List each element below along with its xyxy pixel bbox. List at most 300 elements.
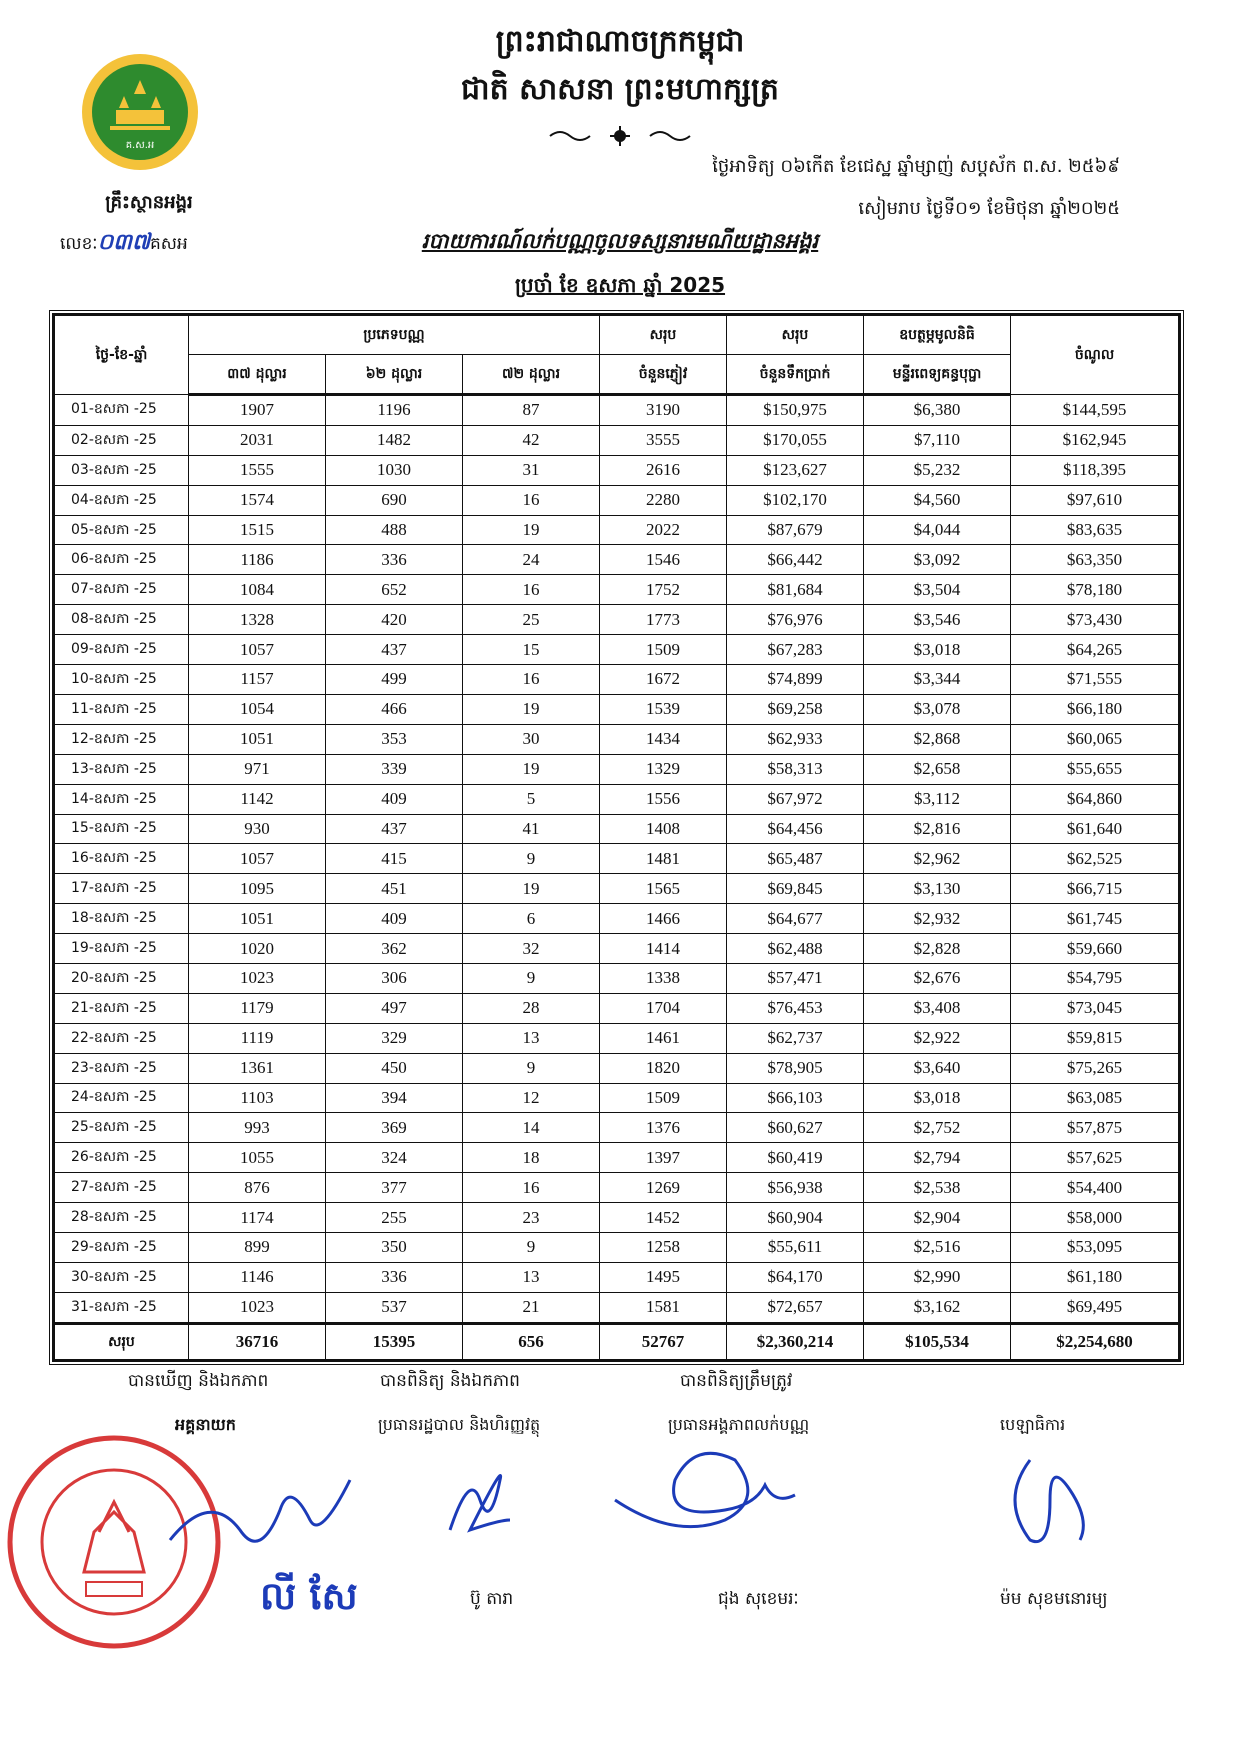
cell-37: 1574 bbox=[189, 485, 326, 515]
cell-62: 394 bbox=[326, 1083, 463, 1113]
cell-62: 537 bbox=[326, 1292, 463, 1323]
cell-visitors: 1461 bbox=[600, 1023, 727, 1053]
table-row bbox=[54, 963, 1180, 993]
cell-visitors: 1269 bbox=[600, 1173, 727, 1203]
cell-visitors: 1581 bbox=[600, 1292, 727, 1323]
cell-amount: $81,684 bbox=[727, 575, 864, 605]
cell-fund: $2,538 bbox=[864, 1173, 1011, 1203]
cell-72: 9 bbox=[463, 963, 600, 993]
cell-visitors: 1397 bbox=[600, 1143, 727, 1173]
cell-revenue: $53,095 bbox=[1011, 1232, 1180, 1262]
row-date: 20-ឧសភា -25 bbox=[54, 963, 189, 993]
cell-amount: $60,419 bbox=[727, 1143, 864, 1173]
cell-amount: $170,055 bbox=[727, 425, 864, 455]
cell-fund: $3,640 bbox=[864, 1053, 1011, 1083]
row-date: 09-ឧសភា -25 bbox=[54, 635, 189, 665]
cell-visitors: 1752 bbox=[600, 575, 727, 605]
cell-37: 1020 bbox=[189, 934, 326, 964]
cell-62: 1196 bbox=[326, 395, 463, 426]
cell-62: 499 bbox=[326, 665, 463, 695]
ref-suffix: គសអ bbox=[149, 234, 188, 254]
cell-62: 652 bbox=[326, 575, 463, 605]
col-header-revenue: ចំណូល bbox=[1011, 315, 1180, 395]
cell-visitors: 1258 bbox=[600, 1232, 727, 1262]
cell-72: 24 bbox=[463, 545, 600, 575]
cell-37: 1328 bbox=[189, 605, 326, 635]
cell-revenue: $75,265 bbox=[1011, 1053, 1180, 1083]
cell-37: 1084 bbox=[189, 575, 326, 605]
cell-revenue: $162,945 bbox=[1011, 425, 1180, 455]
cell-62: 409 bbox=[326, 784, 463, 814]
col-header-amount-2: ចំនួនទឹកប្រាក់ bbox=[727, 355, 864, 395]
cell-amount: $58,313 bbox=[727, 754, 864, 784]
row-date: 15-ឧសភា -25 bbox=[54, 814, 189, 844]
cell-fund: $7,110 bbox=[864, 425, 1011, 455]
cell-62: 488 bbox=[326, 515, 463, 545]
cell-fund: $2,962 bbox=[864, 844, 1011, 874]
cell-62: 362 bbox=[326, 934, 463, 964]
cell-visitors: 1672 bbox=[600, 665, 727, 695]
cell-37: 899 bbox=[189, 1232, 326, 1262]
cell-37: 1023 bbox=[189, 963, 326, 993]
col-header-visitors-1: សរុប bbox=[600, 315, 727, 355]
cell-amount: $55,611 bbox=[727, 1232, 864, 1262]
cell-fund: $3,078 bbox=[864, 694, 1011, 724]
table-row bbox=[54, 635, 1180, 665]
cell-fund: $2,516 bbox=[864, 1232, 1011, 1262]
cell-amount: $64,170 bbox=[727, 1262, 864, 1292]
cell-62: 415 bbox=[326, 844, 463, 874]
col-header-fund-1: ឧបត្ថម្ភមូលនិធិ bbox=[864, 315, 1011, 355]
cell-amount: $69,845 bbox=[727, 874, 864, 904]
row-date: 08-ឧសភា -25 bbox=[54, 605, 189, 635]
cell-37: 1051 bbox=[189, 904, 326, 934]
cell-72: 9 bbox=[463, 844, 600, 874]
cell-revenue: $64,265 bbox=[1011, 635, 1180, 665]
cell-72: 9 bbox=[463, 1053, 600, 1083]
table-row bbox=[54, 844, 1180, 874]
cell-amount: $62,933 bbox=[727, 724, 864, 754]
cell-72: 18 bbox=[463, 1143, 600, 1173]
table-row bbox=[54, 1292, 1180, 1323]
cell-62: 353 bbox=[326, 724, 463, 754]
total-amount: $2,360,214 bbox=[727, 1324, 864, 1361]
cell-revenue: $60,065 bbox=[1011, 724, 1180, 754]
cell-72: 30 bbox=[463, 724, 600, 754]
table-row bbox=[54, 1113, 1180, 1143]
cell-revenue: $61,180 bbox=[1011, 1262, 1180, 1292]
cell-fund: $2,922 bbox=[864, 1023, 1011, 1053]
cell-37: 930 bbox=[189, 814, 326, 844]
cell-amount: $65,487 bbox=[727, 844, 864, 874]
sales-title: ប្រធានអង្គភាពលក់បណ្ណ bbox=[668, 1415, 810, 1434]
cell-visitors: 1820 bbox=[600, 1053, 727, 1083]
table-row bbox=[54, 1232, 1180, 1262]
cell-visitors: 2022 bbox=[600, 515, 727, 545]
approval-verified: បានពិនិត្យត្រឹមត្រូវ bbox=[680, 1371, 793, 1391]
cell-37: 1515 bbox=[189, 515, 326, 545]
cell-62: 409 bbox=[326, 904, 463, 934]
cell-62: 329 bbox=[326, 1023, 463, 1053]
cell-fund: $5,232 bbox=[864, 455, 1011, 485]
cell-62: 437 bbox=[326, 635, 463, 665]
col-header-date: ថ្ងៃ-ខែ-ឆ្នាំ bbox=[54, 315, 189, 395]
table-row bbox=[54, 1203, 1180, 1233]
cell-62: 466 bbox=[326, 694, 463, 724]
cell-revenue: $61,640 bbox=[1011, 814, 1180, 844]
cell-37: 1907 bbox=[189, 395, 326, 426]
col-header-62: ៦២ ដុល្លារ bbox=[326, 355, 463, 395]
cell-72: 16 bbox=[463, 485, 600, 515]
sales-signature bbox=[610, 1440, 830, 1560]
cell-revenue: $63,085 bbox=[1011, 1083, 1180, 1113]
cell-fund: $3,504 bbox=[864, 575, 1011, 605]
cell-amount: $74,899 bbox=[727, 665, 864, 695]
cell-revenue: $73,045 bbox=[1011, 993, 1180, 1023]
cell-revenue: $83,635 bbox=[1011, 515, 1180, 545]
cell-72: 15 bbox=[463, 635, 600, 665]
table-row bbox=[54, 1023, 1180, 1053]
cell-37: 1095 bbox=[189, 874, 326, 904]
row-date: 06-ឧសភា -25 bbox=[54, 545, 189, 575]
row-date: 22-ឧសភា -25 bbox=[54, 1023, 189, 1053]
cell-revenue: $54,400 bbox=[1011, 1173, 1180, 1203]
cell-revenue: $144,595 bbox=[1011, 395, 1180, 426]
col-header-37: ៣៧ ដុល្លារ bbox=[189, 355, 326, 395]
cell-fund: $3,130 bbox=[864, 874, 1011, 904]
cell-72: 32 bbox=[463, 934, 600, 964]
cell-amount: $64,456 bbox=[727, 814, 864, 844]
cell-72: 23 bbox=[463, 1203, 600, 1233]
cell-amount: $102,170 bbox=[727, 485, 864, 515]
cell-amount: $62,737 bbox=[727, 1023, 864, 1053]
row-date: 12-ឧសភា -25 bbox=[54, 724, 189, 754]
cell-amount: $67,283 bbox=[727, 635, 864, 665]
cell-fund: $2,676 bbox=[864, 963, 1011, 993]
cell-37: 1054 bbox=[189, 694, 326, 724]
cell-fund: $3,018 bbox=[864, 1083, 1011, 1113]
cell-62: 497 bbox=[326, 993, 463, 1023]
cell-62: 1482 bbox=[326, 425, 463, 455]
accountant-title: បេឡាធិការ bbox=[1000, 1415, 1066, 1434]
table-row bbox=[54, 1262, 1180, 1292]
cell-62: 437 bbox=[326, 814, 463, 844]
table-row bbox=[54, 425, 1180, 455]
row-date: 17-ឧសភា -25 bbox=[54, 874, 189, 904]
document-subtitle: ប្រចាំ ខែ ឧសភា ឆ្នាំ 2025 bbox=[514, 273, 726, 297]
cell-72: 16 bbox=[463, 575, 600, 605]
col-header-ticket-type: ប្រភេទបណ្ណ bbox=[189, 315, 600, 355]
row-date: 25-ឧសភា -25 bbox=[54, 1113, 189, 1143]
cell-visitors: 1329 bbox=[600, 754, 727, 784]
director-title: អគ្គនាយក bbox=[175, 1415, 236, 1434]
cell-72: 9 bbox=[463, 1232, 600, 1262]
cell-revenue: $64,860 bbox=[1011, 784, 1180, 814]
cell-72: 21 bbox=[463, 1292, 600, 1323]
cell-amount: $76,453 bbox=[727, 993, 864, 1023]
cell-37: 1146 bbox=[189, 1262, 326, 1292]
table-row bbox=[54, 724, 1180, 754]
cell-amount: $64,677 bbox=[727, 904, 864, 934]
cell-72: 87 bbox=[463, 395, 600, 426]
cell-revenue: $73,430 bbox=[1011, 605, 1180, 635]
total-visitors: 52767 bbox=[600, 1324, 727, 1361]
cell-fund: $4,560 bbox=[864, 485, 1011, 515]
cell-revenue: $54,795 bbox=[1011, 963, 1180, 993]
row-date: 23-ឧសភា -25 bbox=[54, 1053, 189, 1083]
row-date: 26-ឧសភា -25 bbox=[54, 1143, 189, 1173]
cell-37: 1055 bbox=[189, 1143, 326, 1173]
cell-visitors: 1481 bbox=[600, 844, 727, 874]
cell-fund: $2,794 bbox=[864, 1143, 1011, 1173]
row-date: 04-ឧសភា -25 bbox=[54, 485, 189, 515]
col-header-fund-2: មន្ទីរពេទ្យគន្ធបុប្ផា bbox=[864, 355, 1011, 395]
cell-amount: $72,657 bbox=[727, 1292, 864, 1323]
row-date: 31-ឧសភា -25 bbox=[54, 1292, 189, 1323]
cell-revenue: $57,625 bbox=[1011, 1143, 1180, 1173]
cell-62: 336 bbox=[326, 1262, 463, 1292]
cell-amount: $60,627 bbox=[727, 1113, 864, 1143]
cell-fund: $2,828 bbox=[864, 934, 1011, 964]
cell-revenue: $66,180 bbox=[1011, 694, 1180, 724]
cell-62: 336 bbox=[326, 545, 463, 575]
table-row bbox=[54, 1053, 1180, 1083]
cell-37: 1555 bbox=[189, 455, 326, 485]
cell-revenue: $58,000 bbox=[1011, 1203, 1180, 1233]
cell-37: 1023 bbox=[189, 1292, 326, 1323]
cell-fund: $2,752 bbox=[864, 1113, 1011, 1143]
cell-visitors: 1556 bbox=[600, 784, 727, 814]
cell-visitors: 2280 bbox=[600, 485, 727, 515]
table-row bbox=[54, 754, 1180, 784]
cell-visitors: 1495 bbox=[600, 1262, 727, 1292]
cell-visitors: 1773 bbox=[600, 605, 727, 635]
cell-72: 41 bbox=[463, 814, 600, 844]
ref-number-value: ០៣៧ bbox=[97, 230, 150, 255]
cell-revenue: $118,395 bbox=[1011, 455, 1180, 485]
cell-62: 377 bbox=[326, 1173, 463, 1203]
table-row bbox=[54, 515, 1180, 545]
cell-amount: $87,679 bbox=[727, 515, 864, 545]
row-date: 14-ឧសភា -25 bbox=[54, 784, 189, 814]
table-row bbox=[54, 904, 1180, 934]
table-row bbox=[54, 814, 1180, 844]
cell-72: 14 bbox=[463, 1113, 600, 1143]
approval-seen: បានឃើញ និងឯកភាព bbox=[128, 1371, 269, 1391]
cell-amount: $56,938 bbox=[727, 1173, 864, 1203]
cell-amount: $69,258 bbox=[727, 694, 864, 724]
total-62: 15395 bbox=[326, 1324, 463, 1361]
cell-amount: $57,471 bbox=[727, 963, 864, 993]
cell-37: 1174 bbox=[189, 1203, 326, 1233]
cell-visitors: 1466 bbox=[600, 904, 727, 934]
cell-fund: $2,816 bbox=[864, 814, 1011, 844]
cell-visitors: 1414 bbox=[600, 934, 727, 964]
cell-visitors: 1539 bbox=[600, 694, 727, 724]
accountant-name: ម៉ម សុខមនោរម្យ bbox=[1000, 1589, 1108, 1609]
cell-72: 13 bbox=[463, 1023, 600, 1053]
lunar-date: ថ្ងៃអាទិត្យ ០៦កើត ខែជេស្ឋ ឆ្នាំម្សាញ់ សប្តស័ក ព.ស. ២៥៦៩ bbox=[712, 156, 1120, 177]
cell-37: 876 bbox=[189, 1173, 326, 1203]
cell-revenue: $62,525 bbox=[1011, 844, 1180, 874]
cell-37: 1186 bbox=[189, 545, 326, 575]
cell-fund: $2,658 bbox=[864, 754, 1011, 784]
cell-revenue: $63,350 bbox=[1011, 545, 1180, 575]
cell-fund: $3,162 bbox=[864, 1292, 1011, 1323]
motto-heading: ជាតិ សាសនា ព្រះមហាក្សត្រ bbox=[461, 72, 779, 107]
table-row bbox=[54, 874, 1180, 904]
row-date: 24-ឧសភា -25 bbox=[54, 1083, 189, 1113]
row-date: 19-ឧសភា -25 bbox=[54, 934, 189, 964]
totals-row bbox=[54, 1324, 1180, 1361]
cell-37: 993 bbox=[189, 1113, 326, 1143]
row-date: 30-ឧសភា -25 bbox=[54, 1262, 189, 1292]
sales-name: ជុង សុខេមរៈ bbox=[718, 1589, 799, 1609]
cell-amount: $66,442 bbox=[727, 545, 864, 575]
total-72: 656 bbox=[463, 1324, 600, 1361]
row-date: 28-ឧសភា -25 bbox=[54, 1203, 189, 1233]
table-row bbox=[54, 455, 1180, 485]
cell-62: 690 bbox=[326, 485, 463, 515]
row-date: 27-ឧសភា -25 bbox=[54, 1173, 189, 1203]
row-date: 01-ឧសភា -25 bbox=[54, 395, 189, 426]
totals-label: សរុប bbox=[54, 1324, 189, 1361]
row-date: 29-ឧសភា -25 bbox=[54, 1232, 189, 1262]
cell-amount: $76,976 bbox=[727, 605, 864, 635]
admin-title: ប្រធានរដ្ឋបាល និងហិរញ្ញវត្ថុ bbox=[378, 1415, 541, 1434]
cell-revenue: $55,655 bbox=[1011, 754, 1180, 784]
col-header-amount-1: សរុប bbox=[727, 315, 864, 355]
cell-visitors: 1434 bbox=[600, 724, 727, 754]
table-row bbox=[54, 934, 1180, 964]
cell-72: 25 bbox=[463, 605, 600, 635]
cell-visitors: 3555 bbox=[600, 425, 727, 455]
table-row bbox=[54, 605, 1180, 635]
cell-62: 255 bbox=[326, 1203, 463, 1233]
total-fund: $105,534 bbox=[864, 1324, 1011, 1361]
row-date: 13-ឧសភា -25 bbox=[54, 754, 189, 784]
cell-amount: $62,488 bbox=[727, 934, 864, 964]
table-body bbox=[54, 395, 1180, 1324]
cell-fund: $4,044 bbox=[864, 515, 1011, 545]
cell-revenue: $57,875 bbox=[1011, 1113, 1180, 1143]
table-row bbox=[54, 665, 1180, 695]
row-date: 03-ឧសភា -25 bbox=[54, 455, 189, 485]
cell-72: 5 bbox=[463, 784, 600, 814]
cell-fund: $2,904 bbox=[864, 1203, 1011, 1233]
cell-visitors: 1338 bbox=[600, 963, 727, 993]
cell-amount: $78,905 bbox=[727, 1053, 864, 1083]
cell-visitors: 1565 bbox=[600, 874, 727, 904]
organization-logo bbox=[80, 52, 200, 172]
cell-37: 1157 bbox=[189, 665, 326, 695]
cell-37: 1142 bbox=[189, 784, 326, 814]
cell-72: 6 bbox=[463, 904, 600, 934]
ref-prefix: លេខៈ bbox=[60, 234, 98, 254]
cell-fund: $3,112 bbox=[864, 784, 1011, 814]
cell-72: 19 bbox=[463, 874, 600, 904]
cell-72: 19 bbox=[463, 694, 600, 724]
cell-62: 420 bbox=[326, 605, 463, 635]
cell-amount: $66,103 bbox=[727, 1083, 864, 1113]
kingdom-heading: ព្រះរាជាណាចក្រកម្ពុជា bbox=[495, 24, 745, 59]
cell-fund: $2,990 bbox=[864, 1262, 1011, 1292]
cell-amount: $123,627 bbox=[727, 455, 864, 485]
col-header-visitors-2: ចំនួនភ្ញៀវ bbox=[600, 355, 727, 395]
cell-62: 339 bbox=[326, 754, 463, 784]
cell-visitors: 1704 bbox=[600, 993, 727, 1023]
row-date: 11-ឧសភា -25 bbox=[54, 694, 189, 724]
table-row bbox=[54, 395, 1180, 426]
sales-report-table bbox=[52, 313, 1181, 1362]
cell-visitors: 2616 bbox=[600, 455, 727, 485]
cell-revenue: $71,555 bbox=[1011, 665, 1180, 695]
col-header-72: ៧២ ដុល្លារ bbox=[463, 355, 600, 395]
cell-visitors: 1509 bbox=[600, 635, 727, 665]
director-name: លី សែ bbox=[260, 1574, 358, 1618]
cell-72: 28 bbox=[463, 993, 600, 1023]
cell-fund: $2,932 bbox=[864, 904, 1011, 934]
cell-37: 1119 bbox=[189, 1023, 326, 1053]
cell-37: 1057 bbox=[189, 844, 326, 874]
cell-fund: $3,408 bbox=[864, 993, 1011, 1023]
cell-amount: $67,972 bbox=[727, 784, 864, 814]
cell-revenue: $97,610 bbox=[1011, 485, 1180, 515]
cell-revenue: $61,745 bbox=[1011, 904, 1180, 934]
table-row bbox=[54, 1173, 1180, 1203]
cell-fund: $3,018 bbox=[864, 635, 1011, 665]
cell-37: 1103 bbox=[189, 1083, 326, 1113]
cell-visitors: 1546 bbox=[600, 545, 727, 575]
cell-revenue: $59,815 bbox=[1011, 1023, 1180, 1053]
cell-37: 1179 bbox=[189, 993, 326, 1023]
row-date: 10-ឧសភា -25 bbox=[54, 665, 189, 695]
cell-62: 451 bbox=[326, 874, 463, 904]
place-date: សៀមរាប ថ្ងៃទី០១ ខែមិថុនា ឆ្នាំ២០២៥ bbox=[858, 198, 1120, 219]
cell-visitors: 3190 bbox=[600, 395, 727, 426]
cell-revenue: $69,495 bbox=[1011, 1292, 1180, 1323]
table-row bbox=[54, 993, 1180, 1023]
cell-62: 450 bbox=[326, 1053, 463, 1083]
row-date: 16-ឧសភា -25 bbox=[54, 844, 189, 874]
table-row bbox=[54, 485, 1180, 515]
total-37: 36716 bbox=[189, 1324, 326, 1361]
row-date: 02-ឧសភា -25 bbox=[54, 425, 189, 455]
cell-37: 1361 bbox=[189, 1053, 326, 1083]
cell-visitors: 1509 bbox=[600, 1083, 727, 1113]
cell-62: 324 bbox=[326, 1143, 463, 1173]
cell-62: 350 bbox=[326, 1232, 463, 1262]
cell-revenue: $78,180 bbox=[1011, 575, 1180, 605]
table-row bbox=[54, 784, 1180, 814]
cell-62: 1030 bbox=[326, 455, 463, 485]
cell-72: 16 bbox=[463, 665, 600, 695]
cell-72: 12 bbox=[463, 1083, 600, 1113]
cell-37: 2031 bbox=[189, 425, 326, 455]
row-date: 07-ឧសភា -25 bbox=[54, 575, 189, 605]
admin-name: ប៊ូ តារា bbox=[470, 1589, 514, 1609]
cell-amount: $150,975 bbox=[727, 395, 864, 426]
total-revenue: $2,254,680 bbox=[1011, 1324, 1180, 1361]
cell-72: 19 bbox=[463, 515, 600, 545]
cell-72: 19 bbox=[463, 754, 600, 784]
cell-62: 306 bbox=[326, 963, 463, 993]
cell-fund: $3,344 bbox=[864, 665, 1011, 695]
document-title: របាយការណ៍លក់បណ្ណចូលទស្សនារមណីយដ្ឋានអង្គរ bbox=[421, 229, 819, 253]
accountant-signature bbox=[990, 1440, 1110, 1560]
cell-fund: $3,546 bbox=[864, 605, 1011, 635]
row-date: 18-ឧសភា -25 bbox=[54, 904, 189, 934]
